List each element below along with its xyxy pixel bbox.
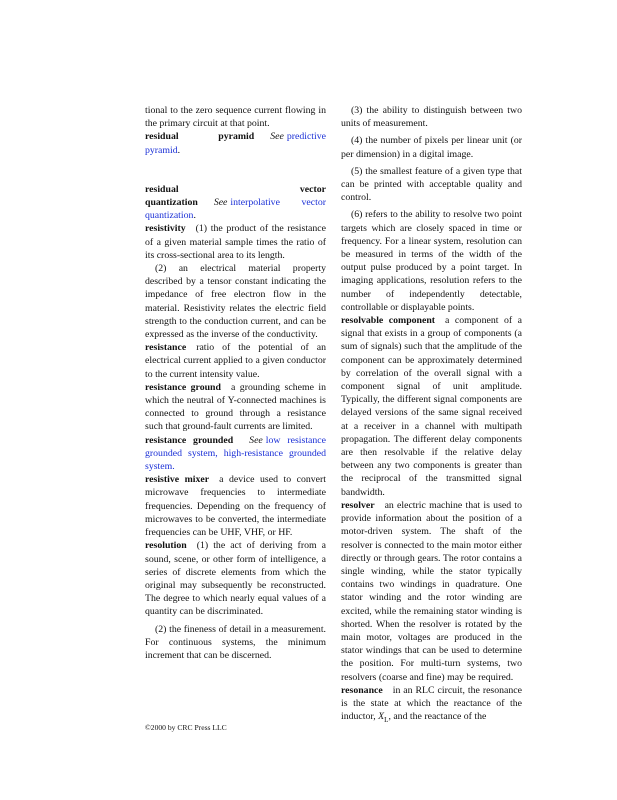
term-resonance: resonance	[341, 684, 383, 696]
period: .	[193, 210, 196, 222]
term-residual-pyramid: residual pyramid	[145, 131, 255, 143]
definition-text: ratio of the potential of an electrical current applied to a given conductor to the current intensity value.	[145, 342, 326, 380]
definition-text: in an RLC circuit, the resonance is the state at which the reactance of the inductor,	[341, 684, 522, 723]
definition-paragraph: (2) an electrical material property described by a tensor constant indicating the impedance of free electron flow in the material. Resistivity relates the electric field strength to the conduction current, and can be expressed as the inverse of the conductivity.	[145, 263, 326, 341]
entry-resolvable-component	[341, 314, 522, 499]
definition-paragraph: (4) the number of pixels per linear unit (or per dimension) in a digital image.	[341, 135, 522, 160]
see-label: See	[270, 131, 284, 143]
entry-residual-vector-quantization	[145, 183, 326, 223]
definition-text: a grounding scheme in which the neutral of Y-connected machines is connected to ground through a resistance such that ground-fault currents are limited.	[145, 381, 327, 433]
term-resistive-mixer: resistive mixer	[145, 474, 210, 486]
definition-paragraph: (5) the smallest feature of a given type that can be printed with acceptable quality and control.	[341, 165, 522, 204]
copyright-footer: ©2000 by CRC Press LLC	[145, 723, 227, 732]
link-high-resistance-grounded-system[interactable]: high-resistance grounded system	[145, 447, 326, 473]
link-predictive-pyramid[interactable]: predictive pyramid	[145, 131, 326, 156]
link-interpolative-vector-quantization[interactable]: interpolative vector quantization	[145, 197, 326, 222]
period: .	[172, 461, 175, 473]
entry-resistance	[145, 341, 326, 381]
term-resistance: resistance	[145, 342, 187, 354]
definition-text: (1) the product of the resistance of a given material sample times the ratio of its cross-sectional area to its length.	[145, 223, 326, 261]
variable-x: X	[378, 711, 385, 723]
term-resistance-grounded: resistance grounded	[145, 434, 234, 446]
definition-paragraph: (3) the ability to distinguish between two units of measurement.	[341, 105, 522, 130]
definition-paragraph: (2) the fineness of detail in a measurement. For continuous systems, the minimum increment that can be discerned.	[145, 623, 326, 661]
continuation-text: tional to the zero sequence current flowing in the primary circuit at that point.	[145, 105, 326, 130]
definition-text: an electric machine that is used to provide information about the position of a motor-driven system. The shaft of the resolver is connected to the main motor either directly or through gears. The rotor contains a single winding, while the stator typically contains two windings in quadrature. One stator winding and the rotor winding are excited, while the remaining stator winding is shorted. When the resolver is rotated by the main motor, voltages are produced in the stator windings that can be used to determine the position. For multi-turn systems, two resolvers (coarse and fine) may be required.	[341, 499, 522, 683]
link-separator: ,	[215, 447, 218, 459]
term-resolution: resolution	[145, 540, 187, 552]
definition-text: , and the reactance of the	[388, 711, 487, 723]
link-low-resistance-grounded-system[interactable]: low resistance grounded system	[145, 434, 326, 459]
definition-paragraph: (6) refers to the ability to resolve two point targets which are closely spaced in time or frequency. For a linear system, resolution can be measured in terms of the width of the output pulse produced by a point target. In imaging applications, resolution refers to the number of independently detectable, controllable or displayable points.	[341, 209, 522, 313]
entry-residual-pyramid	[145, 130, 326, 156]
term-resistivity: resistivity	[145, 223, 186, 235]
entry-resistance-ground	[145, 381, 326, 434]
term-resolvable-component: resolvable component	[341, 315, 436, 327]
entry-resonance	[341, 684, 522, 728]
definition-text: (1) the act of deriving from a sound, scene, or other form of intelligence, a series of discrete elements from which the original may subsequently be reconstructed. The degree to which nearly equal values of a quantity can be discriminated.	[145, 540, 326, 618]
see-label: See	[213, 197, 228, 209]
term-resistance-ground: resistance ground	[145, 381, 221, 393]
see-label: See	[249, 434, 263, 446]
term-residual-vector-quantization: residual vector quantization	[145, 183, 326, 209]
variable-subscript: L	[384, 716, 389, 725]
left-column	[145, 104, 326, 662]
entry-resolver	[341, 499, 522, 684]
entry-resistance-grounded	[145, 434, 326, 474]
definition-text: a device used to convert microwave frequencies to intermediate frequencies. Depending on the frequency of microwaves to be converted, the intermediate frequencies can be UHF, VHF, or HF.	[145, 474, 326, 539]
entry-resolution	[145, 539, 326, 618]
period: .	[177, 144, 181, 156]
definition-text: a component of a signal that exists in a group of components (a sum of signals) such that the amplitude of the component can be approximately determined by correlation of the overall signal with a component signal of unit amplitude. Typically, the different signal components are delayed versions of the same signal received at a receiver in a channel with multipath propagation. The different delay components are then resolvable if the relative delay between any two components is greater than the reciprocal of the transmitted signal bandwidth.	[341, 315, 522, 498]
entry-resistivity	[145, 222, 326, 262]
entry-resistive-mixer	[145, 473, 326, 539]
term-resolver: resolver	[341, 499, 375, 511]
right-column	[341, 104, 522, 727]
